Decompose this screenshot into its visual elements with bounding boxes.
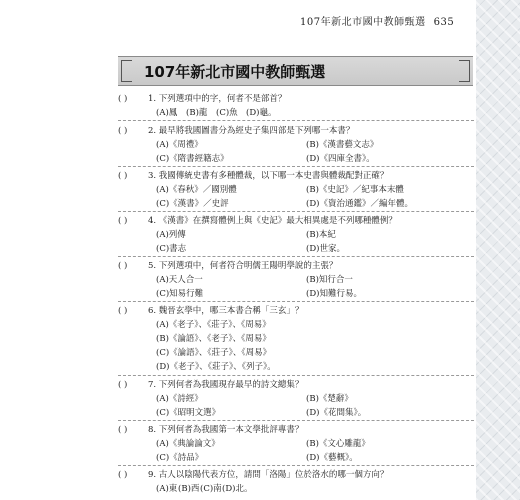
option-c: (C)知易行難 xyxy=(156,289,204,299)
question-stem: 2. 最早將我國圖書分為經史子集四部是下列哪一本書？ xyxy=(148,126,355,136)
page-number: 635 xyxy=(433,17,455,28)
option-c: (C)南 xyxy=(200,484,222,494)
option-c: (C)《論語》、《莊子》、《周易》 xyxy=(156,348,272,358)
option-d: (D)《老子》、《莊子》、《列子》。 xyxy=(156,362,276,372)
question-divider xyxy=(118,375,474,376)
question-stem: 1. 下列選項中的字，何者不是部首？ xyxy=(148,94,287,104)
answer-blank[interactable]: ( ) xyxy=(118,94,128,104)
option-a: (A)《春秋》／國別體 xyxy=(156,185,237,195)
option-b: (B)《楚辭》 xyxy=(306,394,353,404)
option-b: (B)《漢書藝文志》 xyxy=(306,140,379,150)
banner-right-ornament xyxy=(459,60,470,82)
question-divider xyxy=(118,301,474,302)
answer-blank[interactable]: ( ) xyxy=(118,470,128,480)
option-a: (A)天人合一 xyxy=(156,275,203,285)
option-d: (D)龜。 xyxy=(246,108,277,118)
option-a: (A)鳳 xyxy=(156,108,178,118)
option-c: (C)魚 xyxy=(216,108,238,118)
question-divider xyxy=(118,420,474,421)
answer-blank[interactable]: ( ) xyxy=(118,306,128,316)
option-a: (A)列傳 xyxy=(156,230,186,240)
question-stem: 8. 下列何者為我國第一本文學批評專書？ xyxy=(148,425,304,435)
question-stem: 5. 下列選項中，何者符合明儒王陽明學說的主張？ xyxy=(148,261,338,271)
question-stem: 9. 古人以陰陽代表方位，請問「洛陽」位於洛水的哪一個方向？ xyxy=(148,470,389,480)
banner-title: 107年新北市國中教師甄選 xyxy=(144,63,326,81)
answer-blank[interactable]: ( ) xyxy=(118,380,128,390)
option-c: (C)書志 xyxy=(156,244,187,254)
option-c: (C)《詩品》 xyxy=(156,453,204,463)
option-d: (D)知難行易。 xyxy=(306,289,362,299)
header-title: 107年新北市國中教師甄選 xyxy=(300,17,426,28)
question-divider xyxy=(118,465,474,466)
section-banner xyxy=(118,56,473,86)
question-divider xyxy=(118,256,474,257)
option-a: (A)《詩經》 xyxy=(156,394,203,404)
option-b: (B)《論語》、《老子》、《周易》 xyxy=(156,334,271,344)
question-divider xyxy=(118,211,474,212)
option-c: (C)《漢書》／史評 xyxy=(156,199,229,209)
option-d: (D)《花間集》。 xyxy=(306,408,367,418)
option-b: (B)本紀 xyxy=(306,230,336,240)
option-b: (B)龍 xyxy=(186,108,208,118)
option-d: (D)《藝概》。 xyxy=(306,453,358,463)
decorative-side-pattern xyxy=(476,0,520,500)
option-d: (D)《四庫全書》。 xyxy=(306,154,375,164)
banner-left-ornament xyxy=(121,60,132,82)
option-d: (D)《資治通鑑》／編年體。 xyxy=(306,199,413,209)
option-d: (D)北。 xyxy=(222,484,253,494)
answer-blank[interactable]: ( ) xyxy=(118,171,128,181)
answer-blank[interactable]: ( ) xyxy=(118,261,128,271)
question-stem: 3. 我國傳統史書有多種體裁，以下哪一本史書與體裁配對正確？ xyxy=(148,171,389,181)
question-stem: 6. 魏晉玄學中，哪三本書合稱「三玄」？ xyxy=(148,306,304,316)
option-d: (D)世家。 xyxy=(306,244,345,254)
option-a: (A)東 xyxy=(156,484,178,494)
option-a: (A)《老子》、《莊子》、《周易》 xyxy=(156,320,271,330)
option-b: (B)西 xyxy=(178,484,200,494)
option-c: (C)《隋書經籍志》 xyxy=(156,154,229,164)
answer-blank[interactable]: ( ) xyxy=(118,216,128,226)
running-header xyxy=(300,13,470,31)
answer-blank[interactable]: ( ) xyxy=(118,126,128,136)
option-a: (A)《典論論文》 xyxy=(156,439,220,449)
option-b: (B)《文心雕龍》 xyxy=(306,439,370,449)
question-stem: 4. 《漢書》在撰寫體例上與《史記》最大相異處是不列哪種體例？ xyxy=(148,216,397,226)
question-divider xyxy=(118,166,474,167)
option-a: (A)《周禮》 xyxy=(156,140,203,150)
option-b: (B)《史記》／紀事本末體 xyxy=(306,185,404,195)
option-b: (B)知行合一 xyxy=(306,275,353,285)
answer-blank[interactable]: ( ) xyxy=(118,425,128,435)
question-stem: 7. 下列何者為我國現存最早的詩文總集？ xyxy=(148,380,304,390)
option-c: (C)《昭明文選》 xyxy=(156,408,221,418)
question-divider xyxy=(118,120,474,121)
